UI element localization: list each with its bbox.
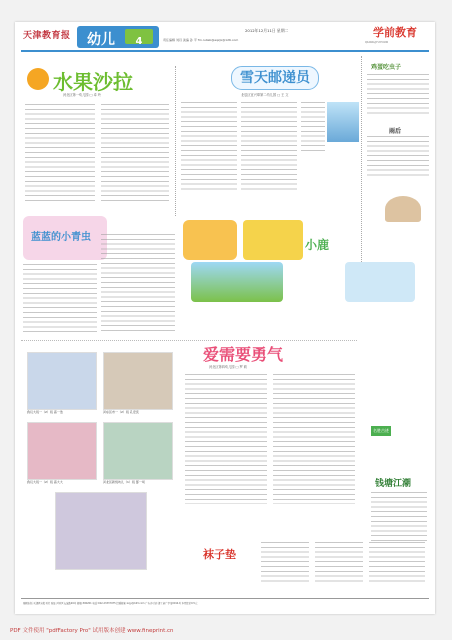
photo-caption-1: 我们大班一（2）班 高一浩 [27,410,63,414]
bird-illustration [385,196,421,222]
section-number: 4 [135,36,143,47]
snowman-title-frame [231,66,319,90]
section-number-badge [125,29,153,47]
deer-illustration [183,220,237,260]
pdf-watermark: PDF 文件使用 "pdfFactory Pro" 试用版本创建 www.fineprint.cn [10,628,174,634]
snowman-byline: 北辰区宜兴埠第二幼儿园 □ 王 文 [241,93,289,97]
top-right-title: 学前教育 [373,26,417,39]
snowman-article [181,66,359,206]
shapes-illustration [345,262,415,302]
editor-line: 责任编辑 刘丹 美编 孙 平 fm.rulleb@aqzjx@126.com [163,38,239,42]
photo-caption-3: 我们大班一（2）班 高大大 [27,480,63,484]
courage-byline: 河北区第四幼儿园 □ 罗 莉 [209,365,247,369]
giraffe-illustration [243,220,303,260]
snowman-title: 雪天邮递员 [240,70,310,86]
fruit-salad-title: 水果沙拉 [53,70,133,94]
photo-caption-2: 河东区市一（2）班 孔宏奕 [103,410,139,414]
sidebar [365,56,431,296]
photo-5 [55,492,147,570]
photo-1 [27,352,97,410]
photo-3 [27,422,97,480]
qiantang-sub: 名胜古迹 [371,426,391,436]
masthead-rule [21,50,429,52]
sidebar-title: 鸡蛋吃虫子 [371,64,402,71]
newspaper-page [15,22,435,614]
photo-4 [103,422,173,480]
section-brand: 幼儿 [87,32,115,48]
qiantang-title: 钱塘江潮 [375,479,412,489]
courage-title: 爱需要勇气 [203,345,284,364]
castle-illustration [191,262,283,302]
footer-text: 编辑出版:天津教育报刊社 地址:河西区友谊路26号 邮编:300201 电话:022-23337975 投稿邮箱:xxjy@163.com 广告许可证:津工商广字第0014号 本期定价0.5元 [23,602,198,605]
fruit-salad-byline: 河北区第一幼儿园 □ 卓 玲 [63,93,101,97]
footer-rule [21,598,429,599]
edition-code: QIANGJYUYOUR [365,40,389,44]
cloud-title: 蓝蓝的小青虫 [31,232,91,243]
snow-illustration [327,102,359,142]
date-line: 2012年12月11日 星期二 [245,28,289,33]
section-brand-box [77,26,159,48]
fawn-title: 小鹿 [305,238,330,252]
fruit-icon [27,68,49,90]
photo-caption-4: 河北区新悦幼儿（1）班 邸一坷 [103,480,145,484]
photo-2 [103,352,173,410]
cloud-heading-box [23,216,107,260]
fruit-salad-article [21,66,171,206]
paper-name: 天津教育报 [23,31,71,41]
courage-article [185,342,361,512]
sidebar-subtitle: 雨后 [389,128,402,135]
socks-title: 袜子垫 [203,548,236,561]
